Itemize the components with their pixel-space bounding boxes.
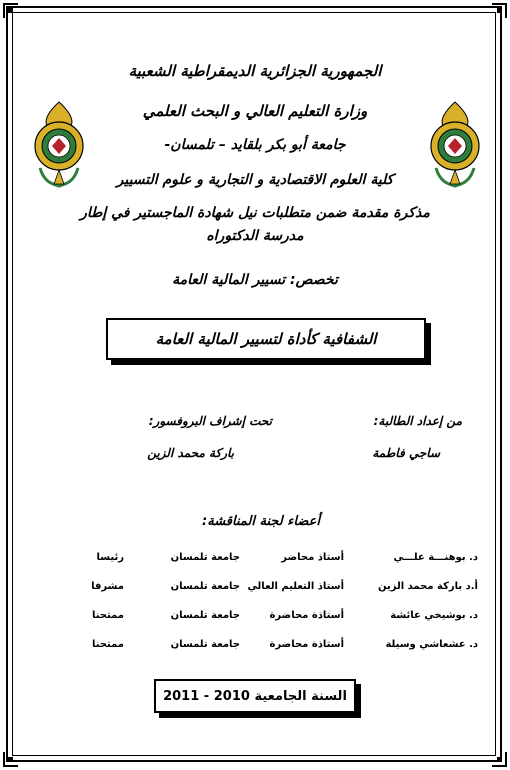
jury-heading: أعضاء لجنة المناقشة: bbox=[202, 514, 320, 529]
jury-member-name: د. بوشيخي عائشة bbox=[390, 610, 478, 621]
student-label: من إعداد الطالبة: bbox=[373, 414, 462, 428]
academic-year-box bbox=[154, 679, 356, 713]
university-emblem-left bbox=[26, 98, 92, 190]
faculty-line: كلية العلوم الاقتصادية و التجارية و علوم التسيير bbox=[116, 172, 394, 188]
jury-member-name: د. بوهنـــة علـــي bbox=[393, 552, 478, 563]
jury-member-institution: جامعة تلمسان bbox=[170, 552, 240, 563]
specialty-line: تخصص: تسيير المالية العامة bbox=[172, 272, 338, 288]
table-row bbox=[32, 572, 478, 601]
table-row bbox=[32, 543, 478, 572]
ministry-line: وزارة التعليم العالي و البحث العلمي bbox=[142, 102, 368, 120]
jury-member-institution: جامعة تلمسان bbox=[170, 610, 240, 621]
supervisor-name: باركة محمد الزين bbox=[147, 446, 234, 460]
jury-member-role: ممتحنا bbox=[91, 639, 124, 650]
jury-table bbox=[32, 543, 478, 659]
jury-member-name: د. عشعاشي وسيلة bbox=[385, 639, 478, 650]
jury-member-role: ممتحنا bbox=[91, 610, 124, 621]
university-line: جامعة أبو بكر بلقايد – تلمسان- bbox=[164, 137, 346, 153]
doctoral-school-line: مدرسة الدكتوراه bbox=[206, 228, 304, 244]
corner-ornament-top-left bbox=[2, 2, 20, 20]
thesis-title: الشفافية كأداة لتسيير المالية العامة bbox=[155, 330, 377, 348]
republic-line: الجمهورية الجزائرية الديمقراطية الشعبية bbox=[128, 62, 382, 80]
supervisor-label: تحت إشراف البروفسور: bbox=[148, 414, 272, 428]
university-emblem-right bbox=[422, 98, 488, 190]
table-row bbox=[32, 601, 478, 630]
jury-member-rank: أستاذة محاضرة bbox=[269, 610, 344, 621]
academic-year: السنة الجامعية 2010 - 2011 bbox=[163, 688, 347, 704]
table-row bbox=[32, 630, 478, 659]
jury-member-institution: جامعة تلمسان bbox=[170, 581, 240, 592]
jury-member-rank: أستاذة محاضرة bbox=[269, 639, 344, 650]
corner-ornament-bottom-left bbox=[2, 750, 20, 768]
corner-ornament-top-right bbox=[490, 2, 508, 20]
jury-member-role: رئيسا bbox=[96, 552, 124, 563]
jury-member-rank: أستاذ التعليم العالي bbox=[247, 581, 344, 592]
corner-ornament-bottom-right bbox=[490, 750, 508, 768]
jury-member-name: أ.د باركة محمد الزين bbox=[378, 581, 478, 592]
thesis-title-box bbox=[106, 318, 426, 360]
student-name: ساجي فاطمة bbox=[372, 446, 440, 460]
jury-member-institution: جامعة تلمسان bbox=[170, 639, 240, 650]
jury-member-role: مشرفا bbox=[91, 581, 124, 592]
thesis-purpose-line: مذكرة مقدمة ضمن متطلبات نيل شهادة الماجستير في إطار bbox=[80, 205, 430, 221]
jury-member-rank: أستاذ محاضر bbox=[281, 552, 344, 563]
